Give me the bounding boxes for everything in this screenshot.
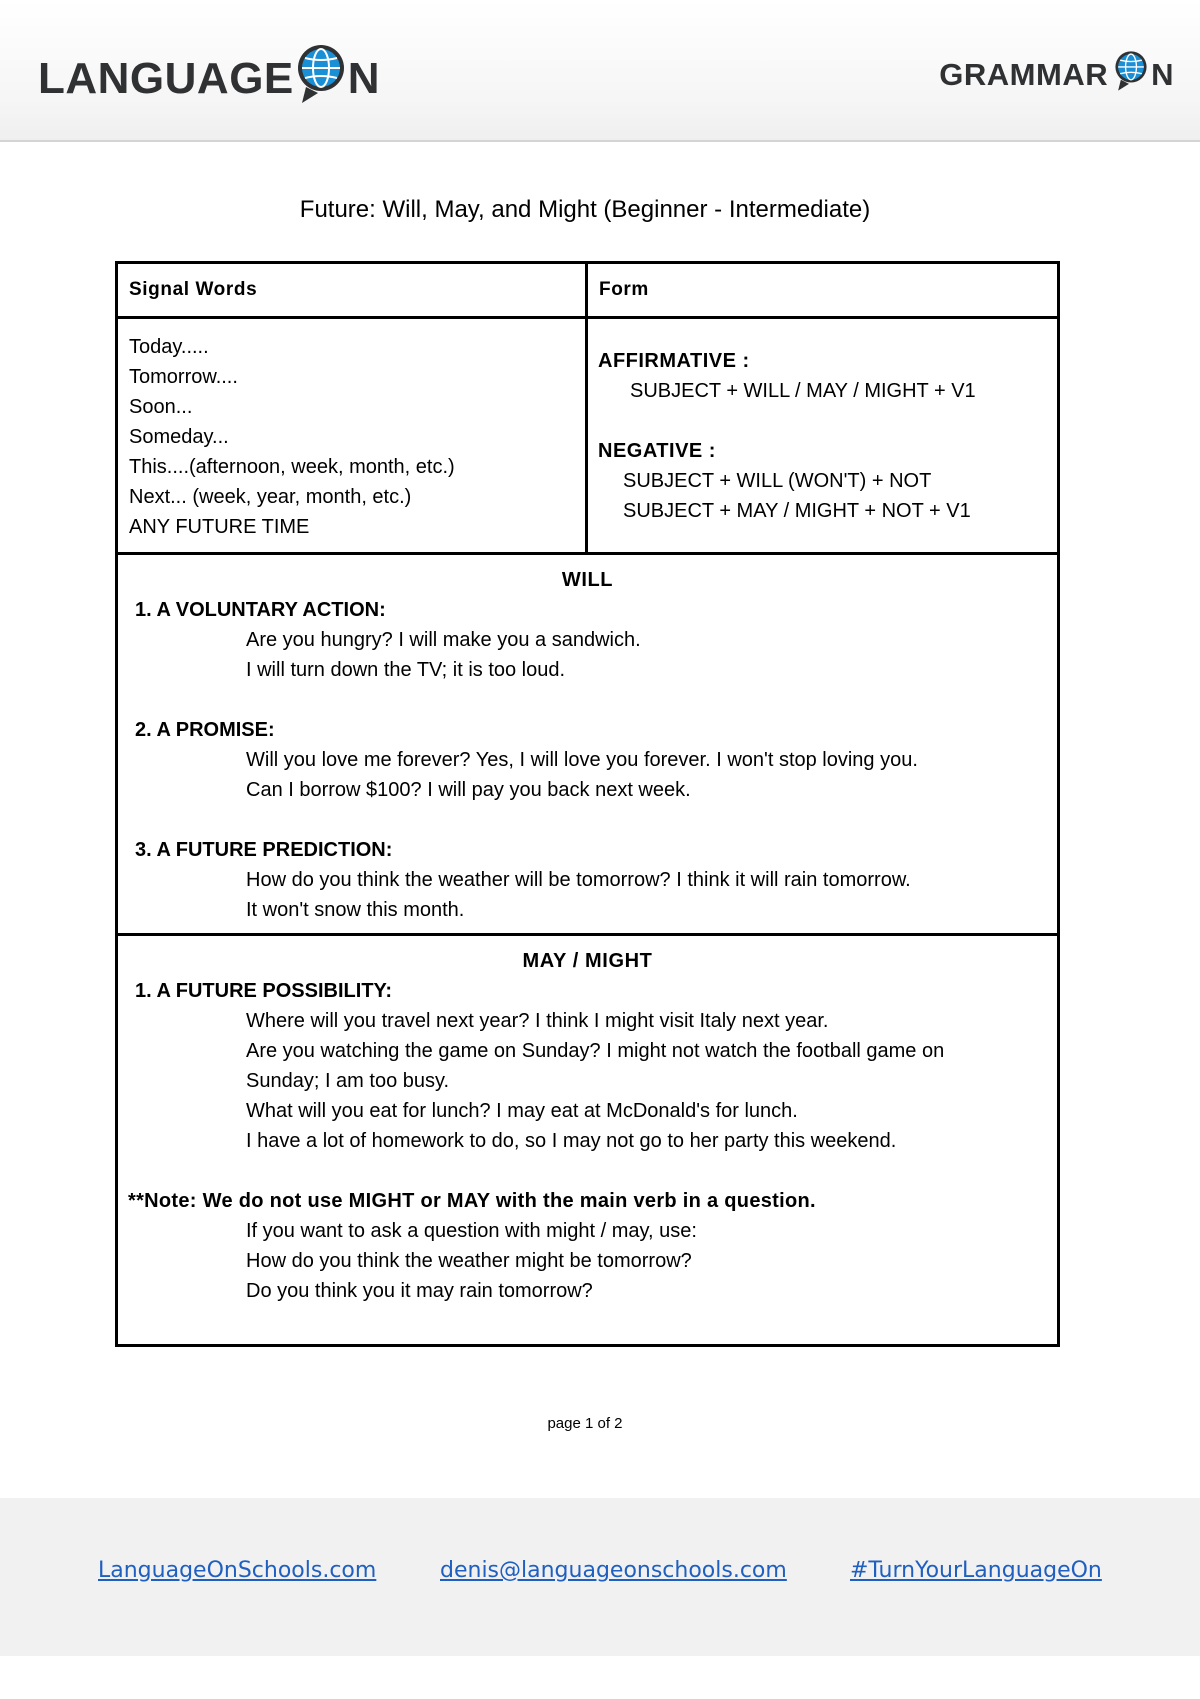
grammaron-logo[interactable] <box>939 52 1174 98</box>
signal-word: Soon... <box>129 396 193 418</box>
globe-icon <box>1114 50 1148 100</box>
affirmative-label: AFFIRMATIVE : <box>598 350 750 372</box>
logo-left-text-pre: LANGUAGE <box>38 54 294 103</box>
page-footer <box>0 1498 1200 1656</box>
signal-words-header: Signal Words <box>118 264 588 316</box>
page-header <box>0 0 1200 142</box>
email-link[interactable]: denis@languageonschools.com <box>440 1558 787 1583</box>
example-sentence: Sunday; I am too busy. <box>246 1070 450 1092</box>
signal-word: This....(afternoon, week, month, etc.) <box>129 456 455 478</box>
signal-word: Next... (week, year, month, etc.) <box>129 486 412 508</box>
signal-words-cell <box>118 319 588 552</box>
example-sentence: Where will you travel next year? I think I might visit Italy next year. <box>246 1010 829 1032</box>
example-sentence: Can I borrow $100? I will pay you back next week. <box>246 779 691 801</box>
example-sentence: Will you love me forever? Yes, I will love you forever. I won't stop loving you. <box>246 749 918 771</box>
example-sentence: I have a lot of homework to do, so I may not go to her party this weekend. <box>246 1130 897 1152</box>
note-line: If you want to ask a question with might / may, use: <box>246 1220 697 1242</box>
may-might-subheading: 1. A FUTURE POSSIBILITY: <box>135 980 393 1002</box>
logo-right-text-post: N <box>1151 57 1174 92</box>
website-link[interactable]: LanguageOnSchools.com <box>98 1558 377 1583</box>
negative-label: NEGATIVE : <box>598 440 716 462</box>
will-section <box>118 555 1057 936</box>
document-title: Future: Will, May, and Might (Beginner - Intermediate) <box>299 196 871 223</box>
example-sentence: I will turn down the TV; it is too loud. <box>246 659 566 681</box>
form-header: Form <box>599 279 649 300</box>
may-might-section-title: MAY / MIGHT <box>522 950 653 972</box>
form-cell <box>588 319 1057 552</box>
note-line: How do you think the weather might be tomorrow? <box>246 1250 692 1272</box>
table-header-row <box>118 264 1057 319</box>
signal-word: Today..... <box>129 336 209 358</box>
page-number: page 1 of 2 <box>547 1415 623 1432</box>
hashtag-link[interactable]: #TurnYourLanguageOn <box>850 1558 1102 1583</box>
example-sentence: Are you hungry? I will make you a sandwich. <box>246 629 641 651</box>
signal-word: ANY FUTURE TIME <box>129 516 310 538</box>
example-sentence: What will you eat for lunch? I may eat at McDonald's for lunch. <box>246 1100 798 1122</box>
will-subheading: 2. A PROMISE: <box>135 719 275 741</box>
example-sentence: Are you watching the game on Sunday? I might not watch the football game on <box>246 1040 945 1062</box>
globe-icon <box>296 43 346 116</box>
example-sentence: It won't snow this month. <box>246 899 465 921</box>
logo-left-text-post: N <box>347 54 381 103</box>
note-line: Do you think you it may rain tomorrow? <box>246 1280 593 1302</box>
will-section-title: WILL <box>561 569 614 591</box>
negative-formula: SUBJECT + MAY / MIGHT + NOT + V1 <box>623 500 971 522</box>
will-subheading: 3. A FUTURE PREDICTION: <box>135 839 393 861</box>
grammar-table <box>115 261 1060 1347</box>
example-sentence: How do you think the weather will be tomorrow? I think it will rain tomorrow. <box>246 869 911 891</box>
signal-form-row <box>118 319 1057 555</box>
negative-formula: SUBJECT + WILL (WON'T) + NOT <box>623 470 932 492</box>
signal-word: Someday... <box>129 426 229 448</box>
usage-note: **Note: We do not use MIGHT or MAY with the main verb in a question. <box>128 1190 816 1212</box>
signal-word: Tomorrow.... <box>129 366 238 388</box>
languageon-logo[interactable] <box>38 44 380 114</box>
logo-right-text-pre: GRAMMAR <box>939 57 1109 92</box>
affirmative-formula: SUBJECT + WILL / MAY / MIGHT + V1 <box>630 380 976 402</box>
may-might-section <box>118 936 1057 1344</box>
will-subheading: 1. A VOLUNTARY ACTION: <box>135 599 386 621</box>
